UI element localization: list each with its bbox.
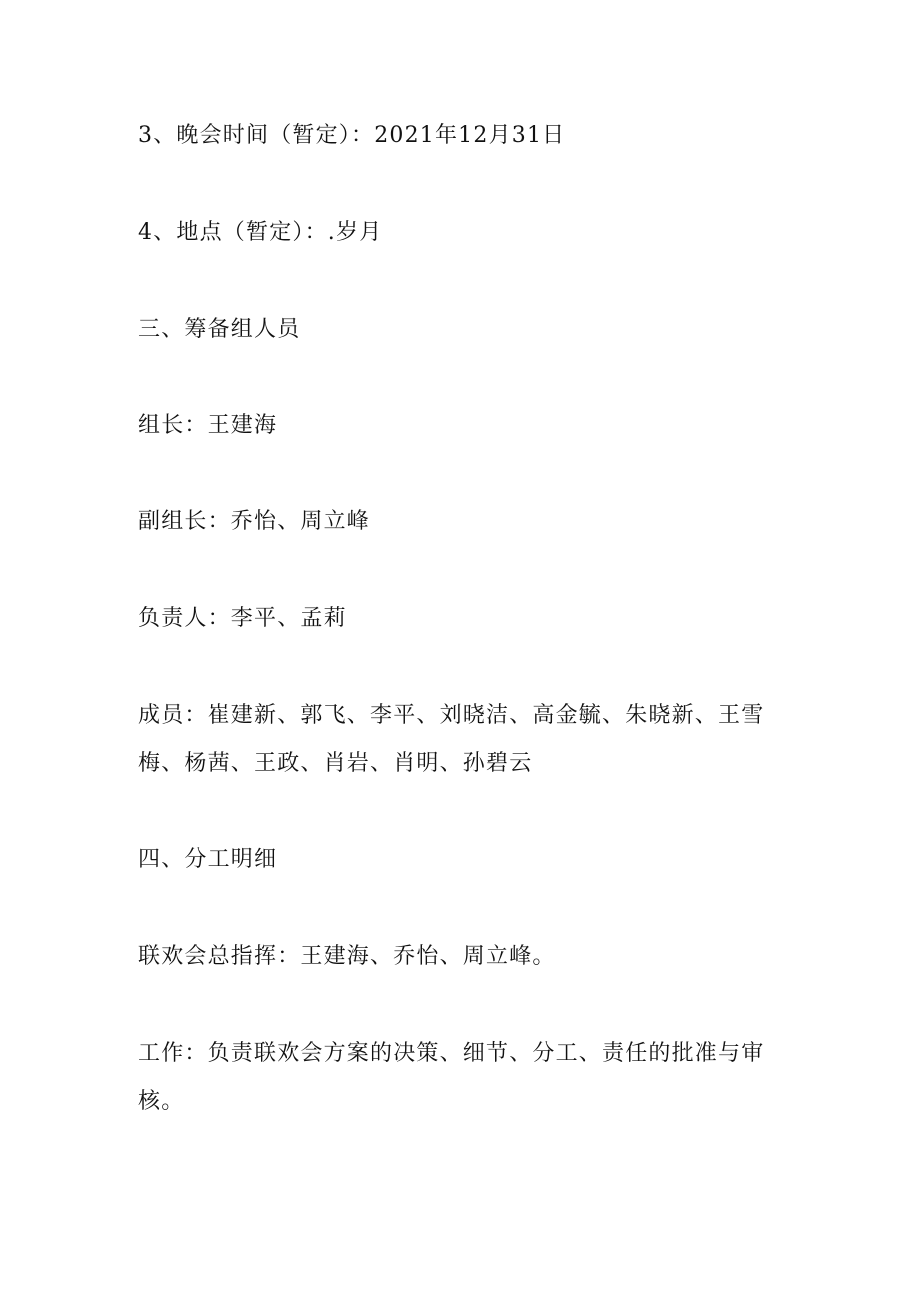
paragraph-chief-director: 联欢会总指挥：王建海、乔怡、周立峰。: [138, 944, 556, 969]
paragraph-members: 成员：崔建新、郭飞、李平、刘晓洁、高金毓、朱晓新、王雪梅、杨茜、王政、肖岩、肖明、孙碧云: [138, 703, 765, 776]
paragraph-duties: 工作：负责联欢会方案的决策、细节、分工、责任的批准与审核。: [138, 1041, 765, 1114]
paragraph-location: 4、地点（暂定）：.岁月: [138, 220, 383, 245]
heading-organizing-team: 三、筹备组人员: [138, 317, 301, 342]
paragraph-event-time: 3、晚会时间（暂定）：2021年12月31日: [138, 123, 566, 148]
paragraph-deputy-leaders: 副组长：乔怡、周立峰: [138, 509, 371, 534]
paragraph-team-leader: 组长：王建海: [138, 413, 278, 438]
paragraph-responsible-persons: 负责人：李平、孟莉: [138, 606, 347, 631]
heading-division-of-labor: 四、分工明细: [138, 847, 278, 872]
